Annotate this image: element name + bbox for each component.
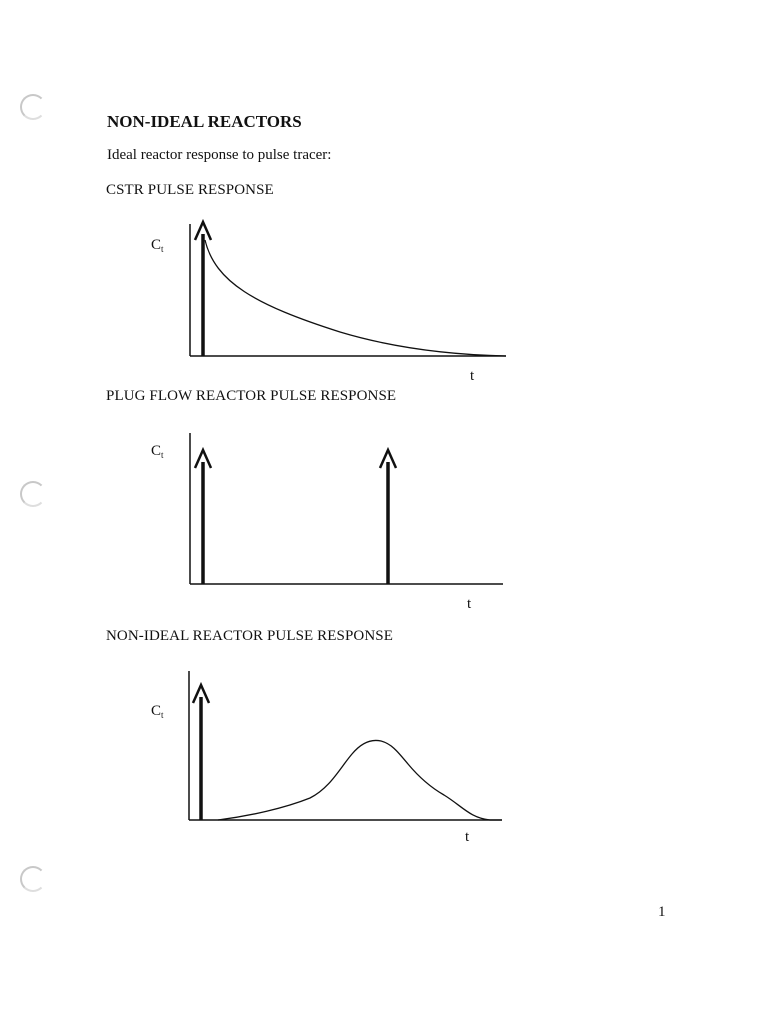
pfr-x-axis-label: t [467, 596, 472, 612]
nonideal-y-axis-label: $C_t$ [151, 703, 164, 720]
nonideal-section-label: NON-IDEAL REACTOR PULSE RESPONSE [106, 628, 393, 644]
cstr-diagram [151, 222, 506, 384]
pfr-diagram [151, 433, 503, 612]
page-number: 1 [658, 904, 666, 920]
nonideal-diagram [151, 671, 502, 845]
nonideal-x-axis-label: t [465, 829, 470, 845]
cstr-x-axis-label: t [470, 368, 475, 384]
document-title: NON-IDEAL REACTORS [107, 112, 302, 131]
cstr-decay-curve [205, 240, 506, 356]
document-subtitle: Ideal reactor response to pulse tracer: [107, 147, 332, 163]
pfr-section-label: PLUG FLOW REACTOR PULSE RESPONSE [106, 388, 397, 404]
nonideal-response-curve [218, 740, 502, 820]
cstr-section-label: CSTR PULSE RESPONSE [106, 182, 274, 198]
cstr-y-axis-label: $C_t$ [151, 237, 164, 254]
pfr-y-axis-label: $C_t$ [151, 443, 164, 460]
